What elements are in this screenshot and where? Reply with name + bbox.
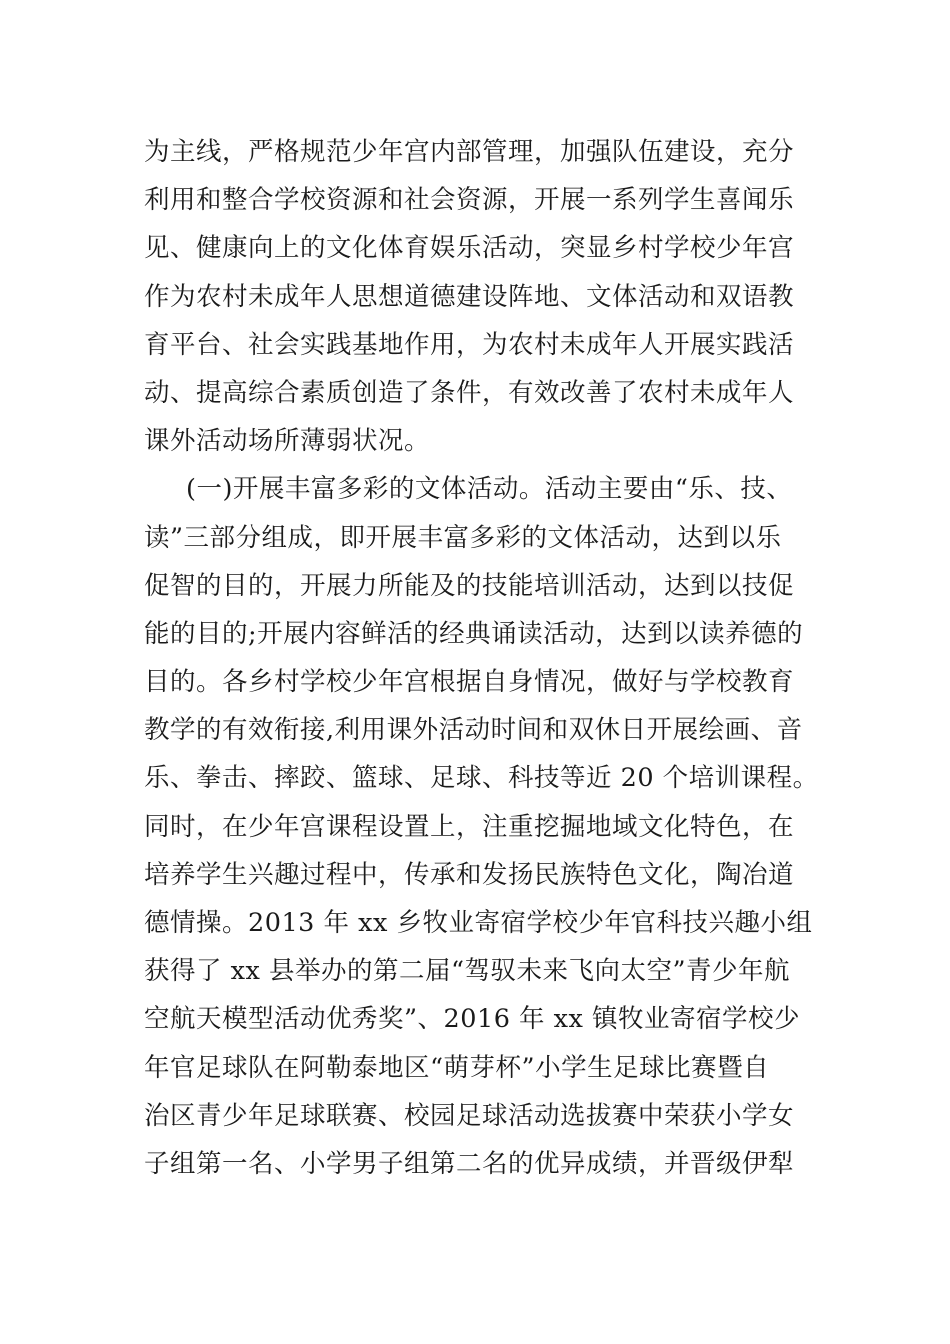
text-line: 课外活动场所薄弱状况。 <box>144 426 431 457</box>
text-line: 见、健康向上的文化体育娱乐活动，突显乡村学校少年宫 <box>144 233 795 264</box>
text-line: 读”三部分组成，即开展丰富多彩的文体活动，达到以乐 <box>144 522 782 553</box>
text-line: 动、提高综合素质创造了条件，有效改善了农村未成年人 <box>144 377 795 408</box>
text-line: 为主线，严格规范少年宫内部管理，加强队伍建设，充分 <box>144 137 795 167</box>
text-line: 子组第一名、小学男子组第二名的优异成绩，并晋级伊犁 <box>144 1148 795 1179</box>
text-line: 乐、拳击、摔跤、篮球、足球、科技等近 20 个培训课程。 <box>144 763 819 794</box>
text-line: 空航天模型活动优秀奖”、2016 年 xx 镇牧业寄宿学校少 <box>144 1004 801 1035</box>
text-line: 目的。各乡村学校少年宫根据自身情况，做好与学校教育 <box>144 667 795 698</box>
text-line: 教学的有效衔接,利用课外活动时间和双休日开展绘画、音 <box>144 715 803 746</box>
text-line: 德情操。2013 年 xx 乡牧业寄宿学校少年官科技兴趣小组 <box>144 908 813 938</box>
text-line: 获得了 xx 县举办的第二届“驾驭未来飞向太空”青少年航 <box>144 956 791 987</box>
text-line: 治区青少年足球联赛、校园足球活动选拔赛中荣获小学女 <box>144 1100 795 1131</box>
text-line: 年官足球队在阿勒泰地区“萌芽杯”小学生足球比赛暨自 <box>144 1052 770 1083</box>
text-line: 作为农村未成年人思想道德建设阵地、文体活动和双语教 <box>144 281 795 312</box>
text-line: 培养学生兴趣过程中，传承和发扬民族特色文化，陶冶道 <box>144 859 795 890</box>
text-line: 同时，在少年宫课程设置上，注重挖掘地域文化特色，在 <box>144 811 795 842</box>
text-line: 促智的目的，开展力所能及的技能培训活动，达到以技促 <box>144 570 795 601</box>
text-line: 利用和整合学校资源和社会资源，开展一系列学生喜闻乐 <box>144 185 795 216</box>
text-line: 育平台、社会实践基地作用，为农村未成年人开展实践活 <box>144 329 795 360</box>
paragraph-start-line: (一)开展丰富多彩的文体活动。活动主要由“乐、技、 <box>186 474 793 505</box>
body-text <box>144 128 824 1188</box>
text-line: 能的目的;开展内容鲜活的经典诵读活动，达到以读养德的 <box>144 618 804 649</box>
